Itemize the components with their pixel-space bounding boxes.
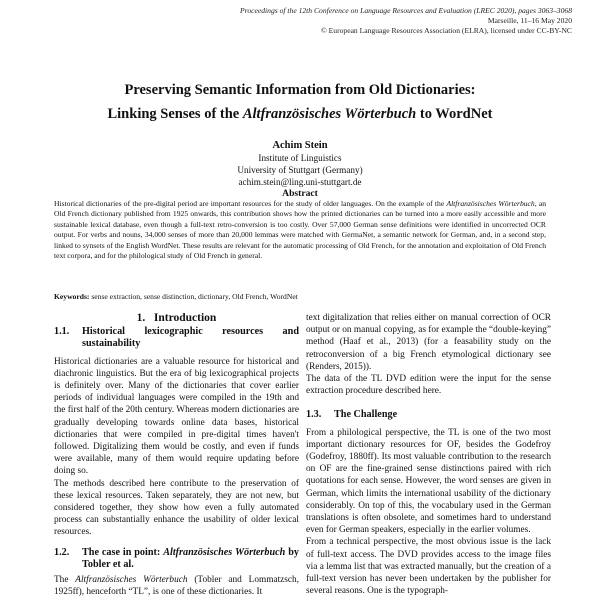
paragraph: The data of the TL DVD edition were the input for the sense extraction procedure described here. bbox=[306, 374, 551, 397]
header-line-1: Proceedings of the 12th Conference on Language Resources and Evaluation (LREC 2020), pages 3063–3068 bbox=[240, 6, 572, 15]
paragraph: Historical dictionaries are a valuable resource for historical and diachronic linguistics. But the era of big lexicographical projects is definitely over. Many of the dictionaries that cover earlier periods of individual languages were compiled in the 19th and the first half of the 20th century. Whereas modern dictionaries are gradually developing towards online data bases, historical dictionaries that were compiled in pre-digital times haven't followed. Digitalizing them would be costly, and even if funds were available, many of them would require updating before doing so. bbox=[54, 356, 299, 477]
paper-title-line-1: Preserving Semantic Information from Old Dictionaries: bbox=[124, 82, 476, 98]
paragraph: The Altfranzösisches Wörterbuch (Tobler and Lommatzsch, 1925ff), henceforth “TL”, is one of these dictionaries. It bbox=[54, 575, 300, 598]
left-column bbox=[54, 312, 299, 598]
subsection-heading-1-1: 1.1. Historical lexicographic resources and sustainability bbox=[54, 326, 299, 350]
paragraph: From a technical perspective, the most obvious issue is the lack of full-text access. The DVD provides access to the image files via a lemma list that was extracted manually, but the creation of a full-text version has never been undertaken by the publisher for several reasons. One is the typograph- bbox=[306, 537, 551, 597]
author-name: Achim Stein bbox=[272, 140, 328, 151]
keywords: Keywords: sense extraction, sense distinction, dictionary, Old French, WordNet bbox=[54, 292, 298, 301]
paragraph: The methods described here contribute to the preservation of these lexical resources. Taken separately, they are not new, but considered together, they show how even a fully automated process can substantially enhance the usability of older lexical resources. bbox=[54, 478, 299, 538]
header-line-2: Marseille, 11–16 May 2020 bbox=[487, 16, 572, 25]
paper-title-line-2: Linking Senses of the Altfranzösisches Wörterbuch to WordNet bbox=[107, 106, 493, 122]
paragraph: From a philological perspective, the TL is one of the two most important dictionary resources for OF, besides the Godefroy (Godefroy, 1880ff). Its most valuable contribution to the research on OF are the fine-grained sense distinctions paired with rich quotations for each sense. However, the word senses are given in German, which limits the international usability of the dictionary considerably. On top of this, the vocabulary used in the German translations is often obsolete, and sometimes hard to understand even for German speakers, especially in the earlier volumes. bbox=[306, 427, 551, 536]
proceedings-header bbox=[52, 6, 572, 36]
abstract-text: Historical dictionaries of the pre-digital period are important resources for the study of older languages. On the example of the Altfranzösisches Wörterbuch, an Old French dictionary published from 1925 onwards, this contribution shows how the printed dictionaries can be turned into a more easily accessible and more sustainable lexical database, even though a full-text retro-conversion is too costly. Over 57,000 German sense definitions were identified in uncorrected OCR output. For verbs and nouns, 34,000 senses of more than 20,000 lemmas were matched with GermaNet, a semantic network for German, and, in a second step, linked to synsets of the English WordNet. These results are relevant for the automatic processing of Old French, for the annotation and exploitation of Old French text corpora, and for the philological study of Old French in general. bbox=[54, 199, 546, 261]
section-heading-introduction: 1. Introduction bbox=[136, 312, 217, 324]
paragraph: text digitalization that relies either on manual correction of OCR output or on manual copying, as for example the “double-keying” method (Haaf et al., 2013) (for a feasability study on the retroconversion of a big French etymological dictionary see (Renders, 2015)). bbox=[306, 313, 551, 372]
subsection-heading-1-2: 1.2. The case in point: Altfranzösisches Wörterbuch by Tobler et al. bbox=[54, 546, 299, 570]
subsection-heading-1-3: 1.3. The Challenge bbox=[306, 409, 398, 421]
author-email[interactable]: achim.stein@ling.uni-stuttgart.de bbox=[238, 177, 362, 187]
abstract-heading: Abstract bbox=[282, 188, 318, 199]
author-institute: Institute of Linguistics bbox=[258, 153, 342, 163]
header-line-3: © European Language Resources Association (ELRA), licensed under CC-BY-NC bbox=[320, 26, 572, 35]
author-university: University of Stuttgart (Germany) bbox=[237, 165, 363, 175]
right-column bbox=[306, 312, 551, 597]
